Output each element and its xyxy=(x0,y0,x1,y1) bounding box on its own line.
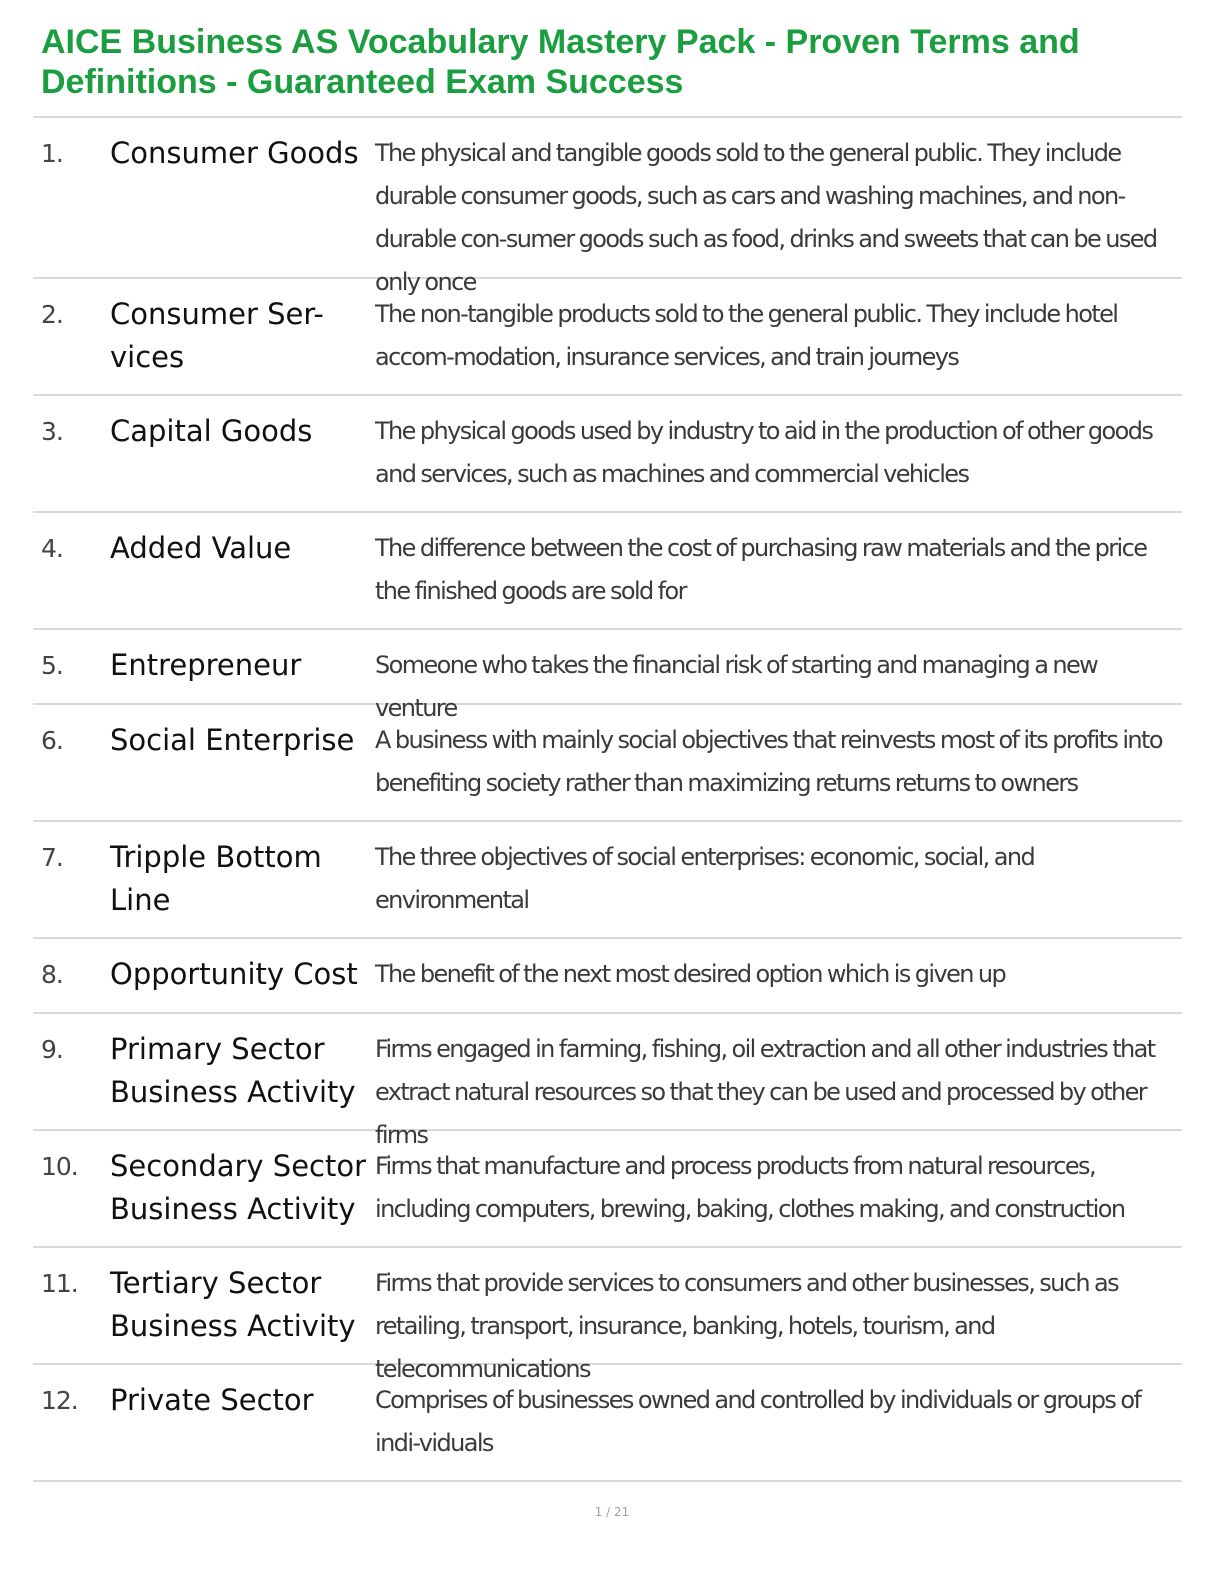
item-term: Entrepreneur xyxy=(110,648,302,682)
item-number: 10. xyxy=(41,1152,78,1181)
item-term: Consumer Goods xyxy=(110,136,359,170)
item-term: Tertiary Sector Business Activity xyxy=(110,1266,356,1343)
vocab-row xyxy=(33,1365,1182,1482)
item-number: 4. xyxy=(41,534,63,563)
item-term: Primary Sector Business Activity xyxy=(110,1032,356,1109)
vocab-row xyxy=(33,118,1182,296)
item-definition: The difference between the cost of purchasing raw materials and the price the finished goods are sold for xyxy=(375,534,1147,605)
vocab-row xyxy=(33,1248,1182,1383)
item-number: 12. xyxy=(41,1386,78,1415)
vocab-row xyxy=(33,705,1182,822)
vocab-row xyxy=(33,939,1182,1014)
page-title: AICE Business AS Vocabulary Mastery Pack - Proven Terms and Definitions - Guaranteed Exam Success xyxy=(41,23,1080,101)
item-number: 8. xyxy=(41,960,63,989)
item-number: 3. xyxy=(41,417,63,446)
item-number: 6. xyxy=(41,726,63,755)
item-definition: Comprises of businesses owned and controlled by individuals or groups of indi-viduals xyxy=(375,1386,1141,1457)
item-definition: The non-tangible products sold to the general public. They include hotel accom-modation, insurance services, and train journeys xyxy=(375,300,1118,371)
item-number: 9. xyxy=(41,1035,63,1064)
vocab-row xyxy=(33,630,1182,722)
item-definition: Firms that provide services to consumers and other businesses, such as retailing, transport, insurance, banking, hotels, tourism, and telecommunications xyxy=(375,1269,1119,1383)
item-number: 7. xyxy=(41,843,63,872)
item-number: 5. xyxy=(41,651,63,680)
item-definition: A business with mainly social objectives that reinvests most of its profits into benefiting society rather than maximizing returns returns to owners xyxy=(375,726,1162,797)
item-definition: Firms engaged in farming, fishing, oil extraction and all other industries that extract natural resources so that they can be used and processed by other firms xyxy=(375,1035,1155,1149)
vocab-row xyxy=(33,279,1182,396)
item-number: 2. xyxy=(41,300,63,329)
vocab-row xyxy=(33,396,1182,513)
item-number: 1. xyxy=(41,139,63,168)
item-term: Private Sector xyxy=(110,1383,314,1417)
item-term: Secondary Sector Business Activity xyxy=(110,1149,367,1226)
vocab-row xyxy=(33,513,1182,630)
item-definition: The physical goods used by industry to aid in the production of other goods and services, such as machines and commercial vehicles xyxy=(375,417,1153,488)
item-term: Tripple Bottom Line xyxy=(110,840,322,917)
item-term: Added Value xyxy=(110,531,292,565)
item-definition: The physical and tangible goods sold to the general public. They include durable consumer goods, such as cars and washing machines, and non-durable con-sumer goods such as food, drinks and sweets that can be used only once xyxy=(375,139,1157,296)
item-definition: Someone who takes the financial risk of starting and managing a new venture xyxy=(375,651,1098,722)
item-definition: Firms that manufacture and process products from natural resources, including computers, brewing, baking, clothes making, and construction xyxy=(375,1152,1125,1223)
vocab-list xyxy=(33,116,1182,1482)
vocab-row xyxy=(33,1131,1182,1248)
item-term: Consumer Ser-vices xyxy=(110,297,324,374)
item-definition: The three objectives of social enterprises: economic, social, and environmental xyxy=(375,843,1035,914)
item-number: 11. xyxy=(41,1269,78,1298)
item-term: Opportunity Cost xyxy=(110,957,358,991)
vocab-row xyxy=(33,822,1182,939)
vocab-row xyxy=(33,1014,1182,1149)
item-definition: The benefit of the next most desired option which is given up xyxy=(375,960,1006,988)
item-term: Capital Goods xyxy=(110,414,313,448)
item-term: Social Enterprise xyxy=(110,723,355,757)
page-number: 1 / 21 xyxy=(594,1505,630,1519)
